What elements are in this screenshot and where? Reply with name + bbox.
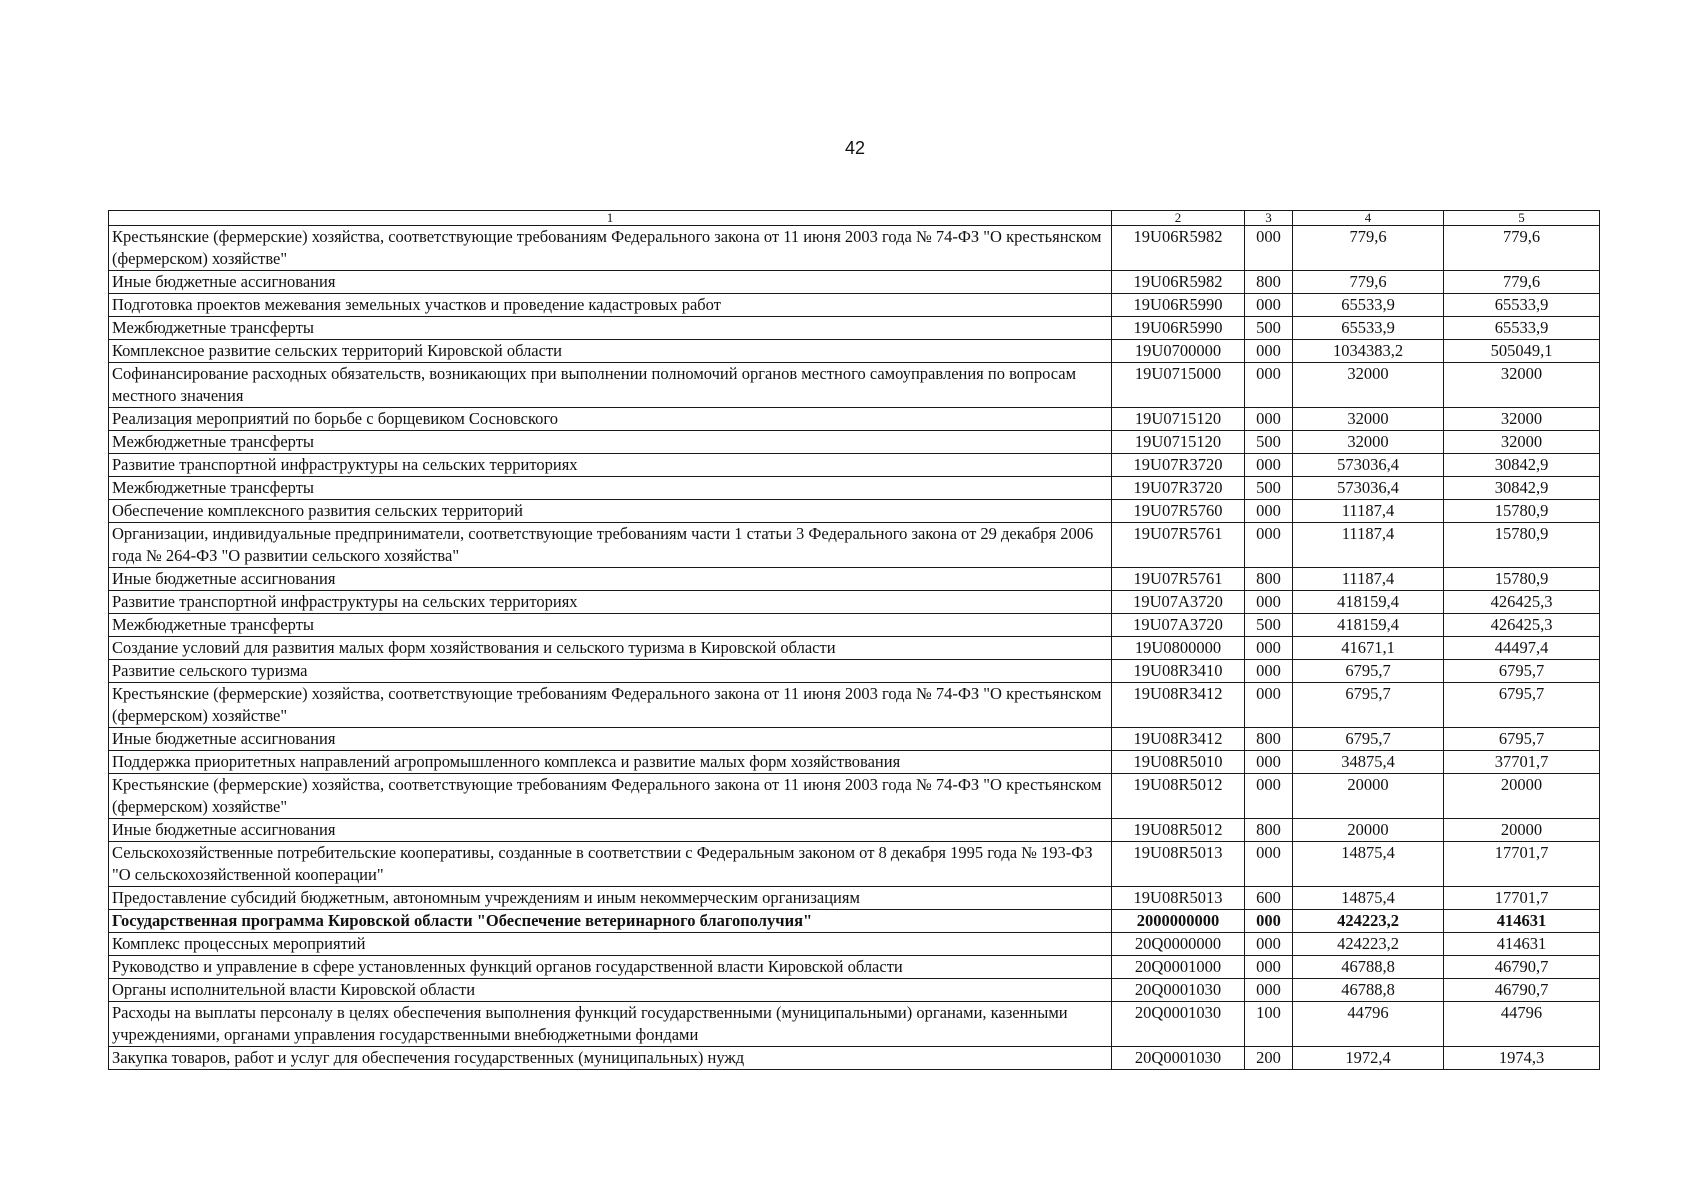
cell-value-col-5: 65533,9	[1444, 317, 1600, 340]
cell-code: 19U08R5012	[1112, 819, 1245, 842]
cell-expense-kind: 000	[1245, 408, 1293, 431]
cell-value-col-5: 15780,9	[1444, 568, 1600, 591]
cell-code: 20Q0001030	[1112, 1047, 1245, 1070]
cell-name: Иные бюджетные ассигнования	[109, 271, 1112, 294]
cell-value-col-4: 65533,9	[1293, 294, 1444, 317]
cell-name: Развитие транспортной инфраструктуры на сельских территориях	[109, 454, 1112, 477]
table-row	[109, 910, 1600, 933]
cell-value-col-4: 65533,9	[1293, 317, 1444, 340]
cell-value-col-5: 414631	[1444, 933, 1600, 956]
cell-code: 19U07A3720	[1112, 614, 1245, 637]
cell-value-col-4: 1034383,2	[1293, 340, 1444, 363]
cell-value-col-4: 424223,2	[1293, 933, 1444, 956]
cell-name: Иные бюджетные ассигнования	[109, 819, 1112, 842]
cell-code: 19U07R5761	[1112, 523, 1245, 568]
cell-name: Поддержка приоритетных направлений агропромышленного комплекса и развитие малых форм хозяйствования	[109, 751, 1112, 774]
cell-value-col-4: 6795,7	[1293, 728, 1444, 751]
cell-name: Органы исполнительной власти Кировской области	[109, 979, 1112, 1002]
cell-value-col-5: 779,6	[1444, 271, 1600, 294]
table-row	[109, 317, 1600, 340]
cell-expense-kind: 000	[1245, 637, 1293, 660]
cell-name: Предоставление субсидий бюджетным, автономным учреждениям и иным некоммерческим организациям	[109, 887, 1112, 910]
table-row	[109, 683, 1600, 728]
cell-expense-kind: 500	[1245, 317, 1293, 340]
cell-expense-kind: 000	[1245, 660, 1293, 683]
cell-code: 19U06R5982	[1112, 226, 1245, 271]
cell-value-col-4: 34875,4	[1293, 751, 1444, 774]
cell-name: Комплекс процессных мероприятий	[109, 933, 1112, 956]
cell-expense-kind: 600	[1245, 887, 1293, 910]
cell-expense-kind: 000	[1245, 910, 1293, 933]
header-col-3: 3	[1245, 211, 1293, 226]
table-row	[109, 1002, 1600, 1047]
header-row	[109, 211, 1600, 226]
cell-value-col-5: 32000	[1444, 363, 1600, 408]
table-row	[109, 728, 1600, 751]
table-row	[109, 933, 1600, 956]
cell-value-col-5: 46790,7	[1444, 979, 1600, 1002]
cell-code: 19U07R5760	[1112, 500, 1245, 523]
cell-expense-kind: 000	[1245, 933, 1293, 956]
cell-code: 19U07A3720	[1112, 591, 1245, 614]
cell-value-col-4: 11187,4	[1293, 500, 1444, 523]
cell-expense-kind: 500	[1245, 614, 1293, 637]
cell-name: Развитие сельского туризма	[109, 660, 1112, 683]
cell-value-col-4: 41671,1	[1293, 637, 1444, 660]
cell-name: Расходы на выплаты персоналу в целях обеспечения выполнения функций государственными (муниципальными) органами, казенными учреждениями, органами управления государственными внебюджетными фондами	[109, 1002, 1112, 1047]
header-col-2: 2	[1112, 211, 1245, 226]
cell-expense-kind: 000	[1245, 294, 1293, 317]
cell-value-col-4: 424223,2	[1293, 910, 1444, 933]
cell-value-col-5: 1974,3	[1444, 1047, 1600, 1070]
cell-name: Межбюджетные трансферты	[109, 614, 1112, 637]
table-row	[109, 637, 1600, 660]
cell-value-col-4: 14875,4	[1293, 842, 1444, 887]
cell-code: 19U0715120	[1112, 431, 1245, 454]
cell-value-col-5: 6795,7	[1444, 660, 1600, 683]
table-row	[109, 340, 1600, 363]
table-row	[109, 842, 1600, 887]
table-row	[109, 568, 1600, 591]
cell-value-col-4: 418159,4	[1293, 591, 1444, 614]
cell-name: Руководство и управление в сфере установленных функций органов государственной власти Кировской области	[109, 956, 1112, 979]
cell-expense-kind: 000	[1245, 979, 1293, 1002]
cell-value-col-4: 46788,8	[1293, 956, 1444, 979]
table-row	[109, 1047, 1600, 1070]
cell-expense-kind: 000	[1245, 683, 1293, 728]
cell-value-col-4: 6795,7	[1293, 683, 1444, 728]
cell-value-col-5: 17701,7	[1444, 842, 1600, 887]
cell-name: Софинансирование расходных обязательств, возникающих при выполнении полномочий органов местного самоуправления по вопросам местного значения	[109, 363, 1112, 408]
page-number: 42	[844, 138, 866, 158]
cell-name: Межбюджетные трансферты	[109, 477, 1112, 500]
header-col-5: 5	[1444, 211, 1600, 226]
cell-code: 19U08R3412	[1112, 728, 1245, 751]
cell-expense-kind: 000	[1245, 842, 1293, 887]
cell-name: Подготовка проектов межевания земельных участков и проведение кадастровых работ	[109, 294, 1112, 317]
cell-value-col-4: 573036,4	[1293, 477, 1444, 500]
cell-code: 2000000000	[1112, 910, 1245, 933]
cell-expense-kind: 000	[1245, 774, 1293, 819]
cell-code: 19U08R5013	[1112, 842, 1245, 887]
cell-value-col-5: 17701,7	[1444, 887, 1600, 910]
cell-code: 19U07R3720	[1112, 477, 1245, 500]
table-body	[109, 226, 1600, 1070]
table-row	[109, 751, 1600, 774]
cell-code: 19U06R5990	[1112, 317, 1245, 340]
table-row	[109, 226, 1600, 271]
table-row	[109, 614, 1600, 637]
cell-value-col-5: 6795,7	[1444, 728, 1600, 751]
cell-expense-kind: 000	[1245, 454, 1293, 477]
cell-code: 19U06R5982	[1112, 271, 1245, 294]
cell-name: Развитие транспортной инфраструктуры на сельских территориях	[109, 591, 1112, 614]
cell-expense-kind: 000	[1245, 523, 1293, 568]
cell-value-col-5: 426425,3	[1444, 614, 1600, 637]
cell-code: 19U0715120	[1112, 408, 1245, 431]
cell-name: Сельскохозяйственные потребительские кооперативы, созданные в соответствии с Федеральным законом от 8 декабря 1995 года № 193-ФЗ "О сельскохозяйственной кооперации"	[109, 842, 1112, 887]
header-col-1: 1	[109, 211, 1112, 226]
cell-expense-kind: 200	[1245, 1047, 1293, 1070]
header-col-4: 4	[1293, 211, 1444, 226]
table-row	[109, 591, 1600, 614]
cell-code: 19U08R5013	[1112, 887, 1245, 910]
cell-value-col-5: 6795,7	[1444, 683, 1600, 728]
cell-value-col-4: 779,6	[1293, 271, 1444, 294]
cell-expense-kind: 000	[1245, 500, 1293, 523]
table-row	[109, 523, 1600, 568]
cell-value-col-4: 32000	[1293, 408, 1444, 431]
cell-value-col-5: 32000	[1444, 431, 1600, 454]
cell-code: 19U08R3412	[1112, 683, 1245, 728]
table-row	[109, 979, 1600, 1002]
cell-code: 19U06R5990	[1112, 294, 1245, 317]
cell-code: 19U07R5761	[1112, 568, 1245, 591]
table-row	[109, 408, 1600, 431]
cell-name: Межбюджетные трансферты	[109, 317, 1112, 340]
cell-value-col-4: 20000	[1293, 819, 1444, 842]
table-row	[109, 956, 1600, 979]
cell-expense-kind: 000	[1245, 226, 1293, 271]
cell-expense-kind: 000	[1245, 591, 1293, 614]
table-row	[109, 500, 1600, 523]
cell-value-col-5: 30842,9	[1444, 477, 1600, 500]
cell-name: Комплексное развитие сельских территорий Кировской области	[109, 340, 1112, 363]
cell-value-col-5: 30842,9	[1444, 454, 1600, 477]
cell-value-col-5: 32000	[1444, 408, 1600, 431]
cell-code: 19U07R3720	[1112, 454, 1245, 477]
cell-value-col-4: 46788,8	[1293, 979, 1444, 1002]
cell-value-col-5: 44497,4	[1444, 637, 1600, 660]
cell-value-col-4: 44796	[1293, 1002, 1444, 1047]
cell-code: 19U08R3410	[1112, 660, 1245, 683]
cell-expense-kind: 500	[1245, 431, 1293, 454]
cell-name: Государственная программа Кировской области "Обеспечение ветеринарного благополучия"	[109, 910, 1112, 933]
cell-code: 20Q0001000	[1112, 956, 1245, 979]
cell-code: 20Q0000000	[1112, 933, 1245, 956]
cell-expense-kind: 000	[1245, 363, 1293, 408]
cell-code: 19U0700000	[1112, 340, 1245, 363]
table-row	[109, 363, 1600, 408]
cell-code: 19U0800000	[1112, 637, 1245, 660]
table-row	[109, 887, 1600, 910]
cell-value-col-4: 11187,4	[1293, 523, 1444, 568]
cell-value-col-5: 46790,7	[1444, 956, 1600, 979]
cell-expense-kind: 800	[1245, 271, 1293, 294]
cell-name: Создание условий для развития малых форм хозяйствования и сельского туризма в Кировской области	[109, 637, 1112, 660]
table-row	[109, 819, 1600, 842]
table-row	[109, 294, 1600, 317]
cell-value-col-5: 779,6	[1444, 226, 1600, 271]
cell-expense-kind: 800	[1245, 728, 1293, 751]
cell-expense-kind: 500	[1245, 477, 1293, 500]
cell-value-col-4: 14875,4	[1293, 887, 1444, 910]
cell-expense-kind: 100	[1245, 1002, 1293, 1047]
cell-value-col-4: 1972,4	[1293, 1047, 1444, 1070]
cell-value-col-5: 65533,9	[1444, 294, 1600, 317]
cell-name: Крестьянские (фермерские) хозяйства, соответствующие требованиям Федерального закона от 11 июня 2003 года № 74-ФЗ "О крестьянском (фермерском) хозяйстве"	[109, 226, 1112, 271]
cell-value-col-5: 15780,9	[1444, 500, 1600, 523]
cell-value-col-5: 20000	[1444, 819, 1600, 842]
cell-name: Крестьянские (фермерские) хозяйства, соответствующие требованиям Федерального закона от 11 июня 2003 года № 74-ФЗ "О крестьянском (фермерском) хозяйстве"	[109, 774, 1112, 819]
cell-name: Иные бюджетные ассигнования	[109, 728, 1112, 751]
cell-value-col-5: 15780,9	[1444, 523, 1600, 568]
cell-value-col-4: 32000	[1293, 363, 1444, 408]
cell-expense-kind: 800	[1245, 819, 1293, 842]
cell-name: Иные бюджетные ассигнования	[109, 568, 1112, 591]
table-row	[109, 660, 1600, 683]
cell-value-col-5: 44796	[1444, 1002, 1600, 1047]
cell-name: Закупка товаров, работ и услуг для обеспечения государственных (муниципальных) нужд	[109, 1047, 1112, 1070]
table-row	[109, 774, 1600, 819]
cell-value-col-4: 573036,4	[1293, 454, 1444, 477]
cell-value-col-5: 505049,1	[1444, 340, 1600, 363]
cell-code: 20Q0001030	[1112, 979, 1245, 1002]
cell-expense-kind: 000	[1245, 751, 1293, 774]
cell-code: 20Q0001030	[1112, 1002, 1245, 1047]
table-row	[109, 454, 1600, 477]
cell-value-col-5: 426425,3	[1444, 591, 1600, 614]
cell-value-col-4: 32000	[1293, 431, 1444, 454]
cell-name: Крестьянские (фермерские) хозяйства, соответствующие требованиям Федерального закона от 11 июня 2003 года № 74-ФЗ "О крестьянском (фермерском) хозяйстве"	[109, 683, 1112, 728]
cell-value-col-4: 779,6	[1293, 226, 1444, 271]
cell-value-col-4: 6795,7	[1293, 660, 1444, 683]
cell-code: 19U08R5012	[1112, 774, 1245, 819]
cell-expense-kind: 800	[1245, 568, 1293, 591]
budget-table	[108, 210, 1600, 1070]
cell-name: Межбюджетные трансферты	[109, 431, 1112, 454]
cell-name: Обеспечение комплексного развития сельских территорий	[109, 500, 1112, 523]
cell-value-col-5: 414631	[1444, 910, 1600, 933]
cell-expense-kind: 000	[1245, 340, 1293, 363]
cell-value-col-5: 37701,7	[1444, 751, 1600, 774]
cell-value-col-4: 20000	[1293, 774, 1444, 819]
cell-value-col-4: 11187,4	[1293, 568, 1444, 591]
cell-name: Реализация мероприятий по борьбе с борщевиком Сосновского	[109, 408, 1112, 431]
cell-expense-kind: 000	[1245, 956, 1293, 979]
cell-value-col-4: 418159,4	[1293, 614, 1444, 637]
table-row	[109, 477, 1600, 500]
table-row	[109, 431, 1600, 454]
cell-code: 19U0715000	[1112, 363, 1245, 408]
cell-code: 19U08R5010	[1112, 751, 1245, 774]
cell-value-col-5: 20000	[1444, 774, 1600, 819]
cell-name: Организации, индивидуальные предприниматели, соответствующие требованиям части 1 статьи 3 Федерального закона от 29 декабря 2006 года № 264-ФЗ "О развитии сельского хозяйства"	[109, 523, 1112, 568]
table-row	[109, 271, 1600, 294]
